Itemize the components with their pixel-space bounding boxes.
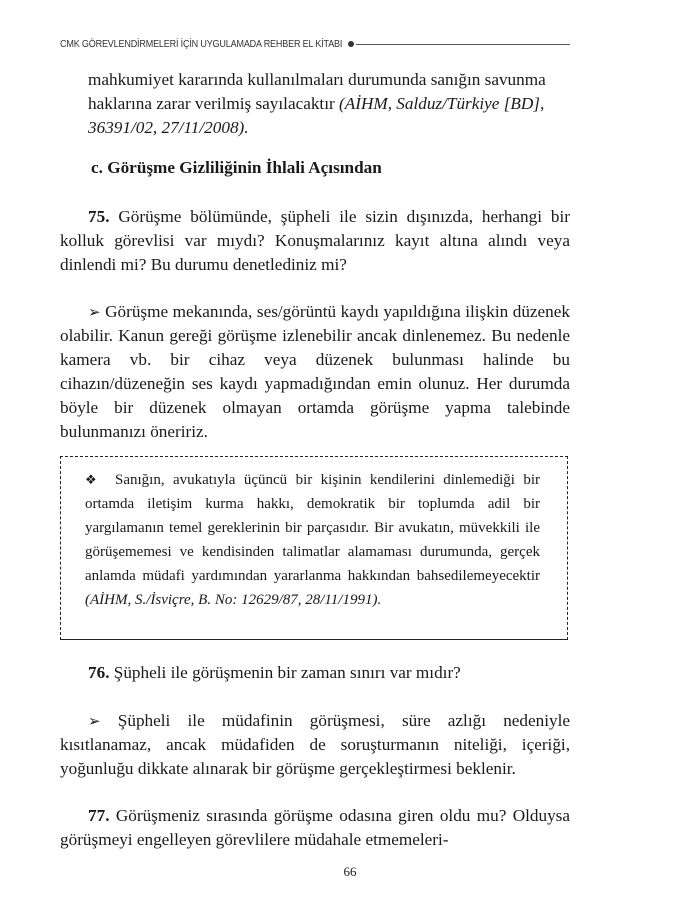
header-title: CMK GÖREVLENDİRMELERİ İÇİN UYGULAMADA REHBER EL KİTABI — [60, 38, 343, 50]
question-75-number: 75. — [88, 207, 110, 226]
case-law-text: Sanığın, avukatıyla üçüncü bir kişinin kendilerini dinlemediği bir ortamda iletişim kurma hakkı, demokratik bir toplumda adil bir yargılamanın temel gereklerinin bir parçasıdır. Bir avukatın, müvekkili ile görüşememesi ve kendisinden talimatlar alamaması durumunda, gerçek anlamda müdafi yardımından yararlanma hakkından bahsedilemeyecektir — [85, 472, 540, 584]
question-75-text: Görüşme bölümünde, şüpheli ile sizin dışınızda, herhangi bir kolluk görevlisi var mıydı? Konuşmalarınız kayıt altına alındı veya dinlendi mi? Bu durumu denetlediniz mi? — [60, 207, 570, 274]
answer-75-text: Görüşme mekanında, ses/görüntü kaydı yapıldığına ilişkin düzenek olabilir. Kanun gereği görüşme izlenebilir ancak dinlenemez. Bu nedenle kamera vb. bir cihaz veya düzenek bulunması halinde bu cihazın/düzeneğin ses kaydı yapmadığından emin olunuz. Her durumda böyle bir düzenek olmayan ortamda görüşme yapma talebinde bulunmanızı öneririz. — [60, 302, 570, 441]
section-heading: c. Görüşme Gizliliğinin İhlali Açısından — [91, 158, 382, 177]
question-77-number: 77. — [88, 806, 110, 825]
case-law-citation: (AİHM, S./İsviçre, B. No: 12629/87, 28/11/1991). — [85, 592, 382, 608]
arrow-bullet-icon: ➢ — [88, 712, 101, 730]
page-number: 66 — [343, 864, 357, 879]
question-76-text: Şüpheli ile görüşmenin bir zaman sınırı var mıdır? — [113, 663, 461, 682]
question-76-number: 76. — [88, 663, 110, 682]
header-bullet-icon — [348, 41, 354, 47]
arrow-bullet-icon: ➢ — [88, 303, 101, 321]
continuation-citation: (AİHM, Salduz/Türkiye [BD], 36391/02, 27/11/2008). — [88, 94, 545, 137]
diamond-bullet-icon: ❖ — [85, 472, 97, 487]
question-77-text: Görüşmeniz sırasında görüşme odasına giren oldu mu? Olduysa görüşmeyi engelleyen görevlilere müdahale etmemeleri- — [60, 806, 571, 849]
answer-76 — [60, 709, 570, 781]
continuation-text: mahkumiyet kararında kullanılmaları durumunda sanığın savunma haklarına zarar verilmiş sayılacaktır — [88, 70, 546, 113]
running-header — [60, 34, 570, 54]
question-77 — [60, 804, 570, 852]
case-law-paragraph — [85, 468, 540, 612]
answer-76-text: Şüpheli ile müdafinin görüşmesi, süre azlığı nedeniyle kısıtlanamaz, ancak müdafiden de soruşturmanın niteliği, içeriği, yoğunluğu dikkate alınarak bir görüşme gerçekleştirmesi beklenir. — [60, 711, 571, 778]
header-rule — [356, 44, 570, 45]
question-76 — [60, 661, 570, 685]
continuation-paragraph — [88, 68, 548, 140]
answer-75 — [60, 300, 570, 444]
question-75 — [60, 205, 570, 277]
